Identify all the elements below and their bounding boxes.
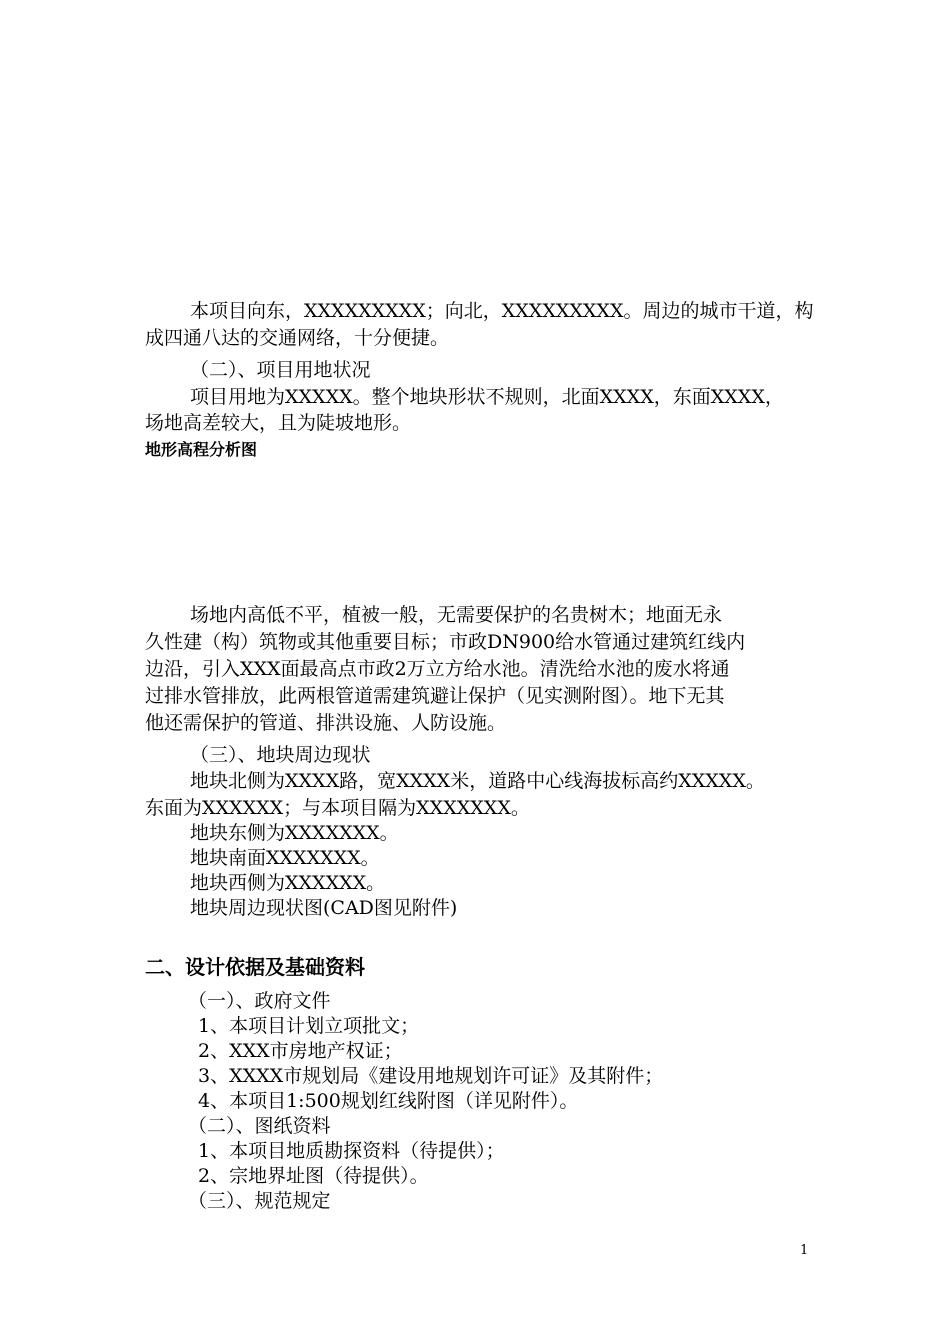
section-heading-surroundings: （三）、地块周边现状 — [190, 744, 371, 766]
south-side: 地块南面XXXXXXX。 — [190, 847, 380, 869]
section-heading-land-status: （二）、项目用地状况 — [190, 359, 371, 381]
figure-caption: 地形高程分析图 — [145, 440, 258, 459]
drawings-heading: （二）、图纸资料 — [188, 1115, 331, 1137]
chapter-heading-design-basis: 二、设计依据及基础资料 — [145, 955, 365, 979]
north-line-2: 东面为XXXXXX；与本项目隔为XXXXXXX。 — [145, 797, 530, 819]
drawing-2: 2、宗地界址图（待提供）。 — [198, 1165, 429, 1187]
gov-doc-3: 3、XXXX市规划局《建设用地规划许可证》及其附件； — [198, 1065, 664, 1087]
gov-doc-1: 1、本项目计划立项批文； — [198, 1015, 420, 1037]
land-line-2: 场地高差较大，且为陡坡地形。 — [145, 412, 412, 434]
north-line-1: 地块北侧为XXXX路，宽XXXX米，道路中心线海拔标高约XXXXX。 — [190, 770, 765, 792]
land-line-1: 项目用地为XXXXX。整个地块形状不规则，北面XXXX，东面XXXX， — [190, 386, 784, 408]
site-line-2: 久性建（构）筑物或其他重要目标；市政DN900给水管通过建筑红线内 — [145, 631, 746, 653]
site-line-4: 过排水管排放，此两根管道需建筑避让保护（见实测附图）。地下无其 — [145, 685, 725, 707]
drawing-1: 1、本项目地质勘探资料（待提供）； — [198, 1140, 505, 1162]
east-side: 地块东侧为XXXXXXX。 — [190, 822, 399, 844]
site-line-3: 边沿，引入XXX面最高点市政2万立方给水池。清洗给水池的废水将通 — [145, 658, 730, 680]
gov-doc-2: 2、XXX市房地产权证； — [198, 1040, 403, 1062]
site-line-1: 场地内高低不平，植被一般，无需要保护的名贵树木；地面无永 — [190, 604, 723, 626]
traffic-line-1: 本项目向东，XXXXXXXXX；向北，XXXXXXXXX。周边的城市干道，构 — [190, 300, 814, 322]
traffic-line-2: 成四通八达的交通网络，十分便捷。 — [145, 327, 450, 349]
west-side: 地块西侧为XXXXXX。 — [190, 872, 386, 894]
gov-doc-4: 4、本项目1:500规划红线附图（详见附件）。 — [198, 1090, 579, 1112]
gov-docs-heading: （一）、政府文件 — [188, 990, 331, 1012]
page-number: 1 — [800, 1243, 809, 1258]
surroundings-map-note: 地块周边现状图(CAD图见附件) — [190, 897, 458, 919]
norms-heading: （三）、规范规定 — [188, 1190, 331, 1212]
site-line-5: 他还需保护的管道、排洪设施、人防设施。 — [145, 712, 507, 734]
